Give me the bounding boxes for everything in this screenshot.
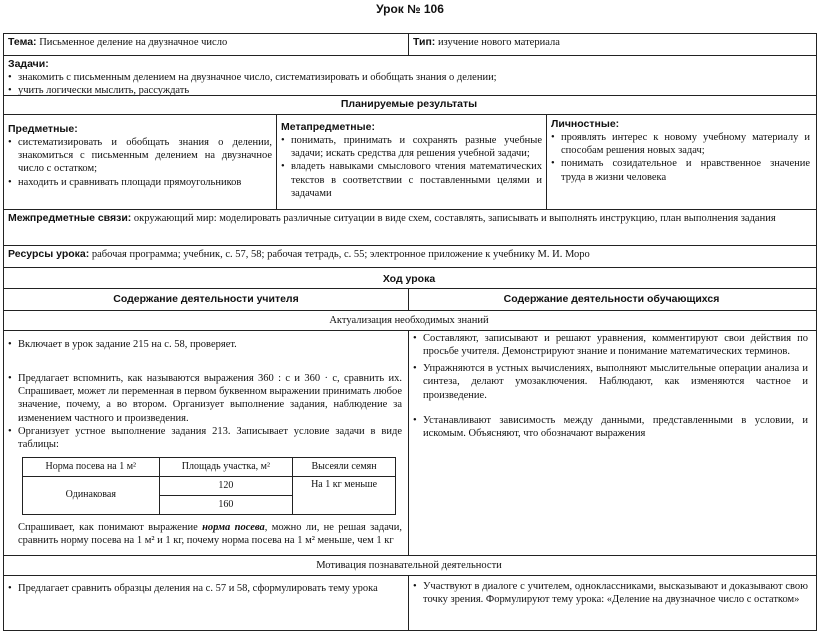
- subject-label: Предметные:: [8, 123, 78, 135]
- table-cell: Одинаковая: [23, 476, 160, 514]
- lesson-flow-heading: Ход урока: [382, 273, 436, 285]
- tasks-label: Задачи:: [8, 58, 49, 70]
- table-header: Площадь участка, м²: [159, 457, 293, 476]
- personal-item: • понимать созидательное и нравственное значение труда в жизни человека: [551, 157, 810, 183]
- table-header: Норма посева на 1 м²: [23, 457, 160, 476]
- resources-value: рабочая программа; учебник, с. 57, 58; рабочая тетрадь, с. 55; электронное приложение к учебнику М. И. Моро: [91, 249, 590, 260]
- divider: [3, 267, 817, 268]
- students-item: • Упражняются в устных вычислениях, выполняют мыслительные операции анализа и синтеза, делают умозаключения. Наблюдают, как изменяются частное и произведение.: [413, 362, 808, 401]
- divider: [3, 209, 817, 210]
- divider: [3, 555, 817, 556]
- divider: [3, 55, 817, 56]
- term-highlight: норма посева: [202, 521, 265, 533]
- subject-results: [4, 123, 276, 189]
- tasks-cell: [4, 58, 814, 97]
- interdisciplinary-cell: [4, 212, 814, 225]
- resources-cell: [4, 248, 814, 261]
- task-item: • учить логически мыслить, рассуждать: [8, 84, 810, 97]
- personal-item: • проявлять интерес к новому учебному материалу и способам решения новых задач;: [551, 131, 810, 157]
- teacher-item: • Организует устное выполнение задания 213. Записывает условие задачи в виде таблицы:: [8, 425, 402, 451]
- metasubject-item: • понимать, принимать и сохранять разные учебные задачи; искать средства для решения учебной задачи;: [281, 134, 542, 160]
- topic-value: Письменное деление на двузначное число: [39, 37, 228, 48]
- table-cell: 120: [159, 476, 293, 495]
- resources-label: Ресурсы урока:: [8, 248, 90, 260]
- type-cell: [409, 36, 809, 49]
- metasubject-label: Метапредметные:: [281, 121, 375, 133]
- interdisciplinary-label: Межпредметные связи:: [8, 212, 132, 224]
- students-activity-1: [409, 332, 814, 440]
- type-value: изучение нового материала: [437, 37, 560, 48]
- students-activity-2: [409, 580, 814, 606]
- divider: [3, 575, 817, 576]
- subject-item: • систематизировать и обобщать знания о делении, знакомиться с письменным делением на двузначное число с остатком;: [8, 136, 272, 175]
- teacher-activity-1: [4, 338, 408, 547]
- divider: [3, 114, 817, 115]
- students-item: • Составляют, записывают и решают уравнения, комментируют свои действия по просьбе учителя. Демонстрируют знание и понимание математических терминов.: [413, 332, 808, 358]
- metasubject-item: • владеть навыками смыслового чтения математических текстов в соответствии с поставленными целями и задачами: [281, 160, 542, 199]
- personal-results: [547, 118, 814, 184]
- divider: [3, 330, 817, 331]
- task-item: • знакомить с письменным делением на двузначное число, систематизировать и обобщать знания о делении;: [8, 71, 810, 84]
- teacher-column-heading: Содержание деятельности учителя: [113, 293, 299, 305]
- stage-heading: Актуализация необходимых знаний: [329, 315, 489, 326]
- topic-label: Тема:: [8, 36, 37, 48]
- divider: [3, 310, 817, 311]
- lesson-title: Урок № 106: [376, 2, 444, 16]
- type-label: Тип:: [413, 36, 436, 48]
- teacher-item: • Предлагает вспомнить, как называются выражения 360 : с и 360 · с, сравнить их. Спрашивает, может ли переменная в первом буквенном выражении принимать любое значение, почему, а во втором. Организует выполнение задания, наблюдение за изменением частного и произведения.: [8, 372, 402, 425]
- metasubject-results: [277, 121, 546, 200]
- students-item: • Устанавливают зависимость между данными, представленными в условии, и искомым. Объясняют, что обозначают выражения: [413, 414, 808, 440]
- divider: [3, 288, 817, 289]
- teacher-item: • Включает в урок задание 215 на с. 58, проверяет.: [8, 338, 402, 351]
- interdisciplinary-value: окружающий мир: моделировать различные ситуации в виде схем, составлять, записывать и выполнять инструкцию, план выполнения задания: [133, 213, 776, 224]
- stage-heading: Мотивация познавательной деятельности: [316, 560, 502, 571]
- students-column-heading: Содержание деятельности обучающихся: [503, 293, 720, 305]
- sowing-table: [22, 457, 396, 515]
- table-cell: На 1 кг меньше: [293, 476, 396, 514]
- divider: [3, 245, 817, 246]
- planned-results-heading: Планируемые результаты: [340, 98, 478, 110]
- table-cell: 160: [159, 495, 293, 514]
- topic-cell: [4, 36, 408, 49]
- students-item: • Участвуют в диалоге с учителем, одноклассниками, высказывают и доказывают свою точку зрения. Формулируют тему урока: «Деление на двузначное число с остатком»: [413, 580, 808, 606]
- table-header: Высеяли семян: [293, 457, 396, 476]
- divider: [3, 95, 817, 96]
- personal-label: Личностные:: [551, 118, 620, 130]
- teacher-question: Спрашивает, как понимают выражение норма посева, можно ли, не решая задачи, сравнить норму посева на 1 м² и 1 кг, почему норма посева на 1 м² меньше, чем 1 кг: [18, 521, 402, 546]
- subject-item: • находить и сравнивать площади прямоугольников: [8, 176, 272, 189]
- teacher-activity-2: [4, 582, 408, 595]
- teacher-item: • Предлагает сравнить образцы деления на с. 57 и 58, сформулировать тему урока: [8, 582, 402, 595]
